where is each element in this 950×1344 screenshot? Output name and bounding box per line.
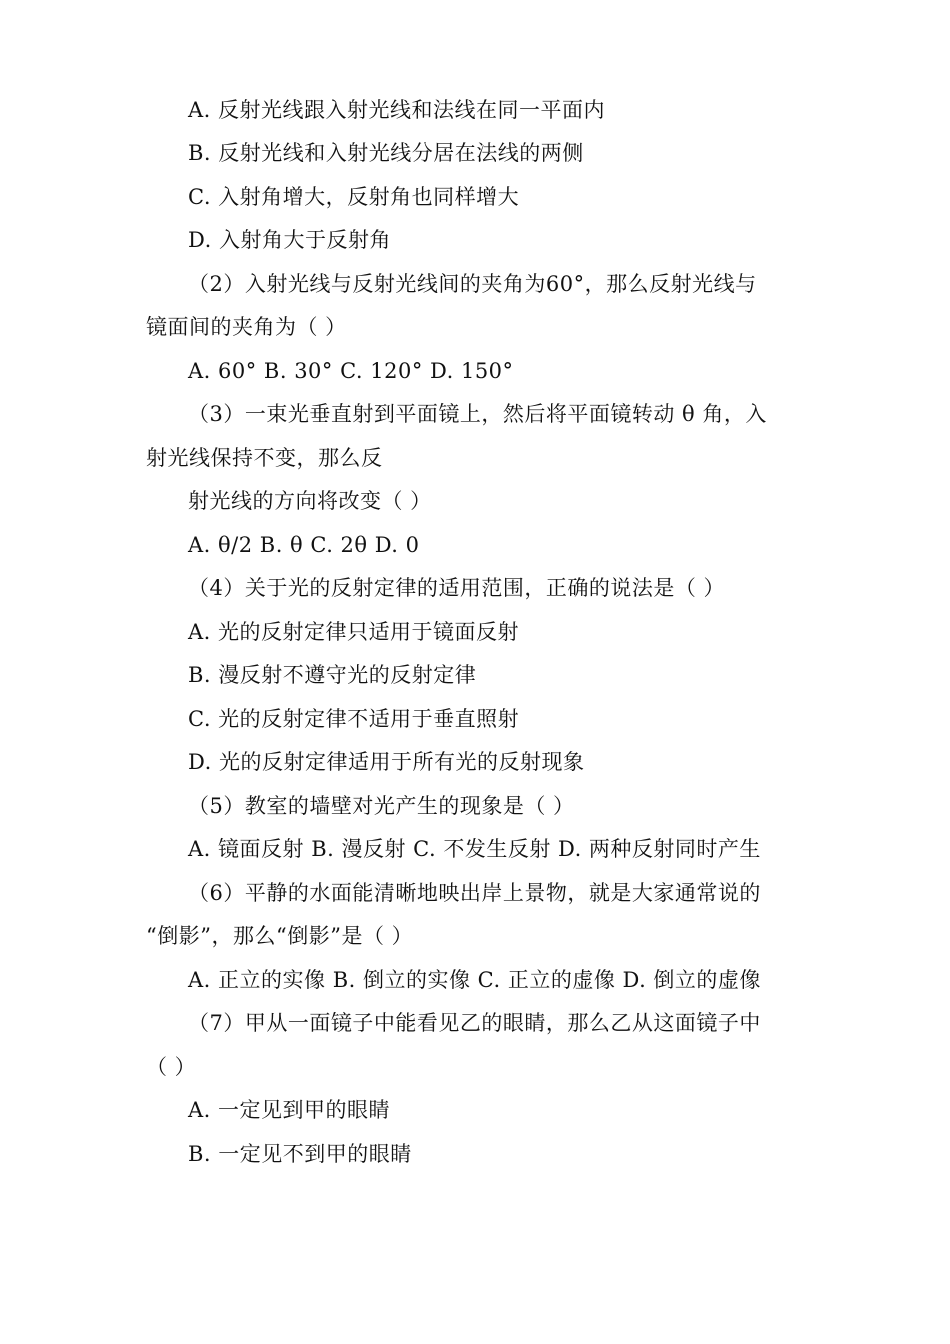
q5-options: A. 镜面反射 B. 漫反射 C. 不发生反射 D. 两种反射同时产生 [188,837,761,861]
q2-options: A. 60° B. 30° C. 120° D. 150° [188,359,514,383]
q4-option-d: D. 光的反射定律适用于所有光的反射现象 [188,750,585,774]
q6-stem-continued: “倒影”，那么“倒影”是（ ） [146,924,414,948]
q3-stem-continued: 射光线保持不变，那么反 [146,446,383,470]
q6-stem: （6）平静的水面能清晰地映出岸上景物，就是大家通常说的 [188,881,761,905]
q6-options: A. 正立的实像 B. 倒立的实像 C. 正立的虚像 D. 倒立的虚像 [188,968,761,992]
q1-option-a: A. 反射光线跟入射光线和法线在同一平面内 [188,98,606,122]
q5-stem: （5）教室的墙壁对光产生的现象是（ ） [188,794,575,818]
q4-option-c: C. 光的反射定律不适用于垂直照射 [188,707,520,731]
q1-option-b: B. 反射光线和入射光线分居在法线的两侧 [188,141,584,165]
q4-stem: （4）关于光的反射定律的适用范围，正确的说法是（ ） [188,576,726,600]
q4-option-a: A. 光的反射定律只适用于镜面反射 [188,620,520,644]
q1-option-d: D. 入射角大于反射角 [188,228,391,252]
q7-stem-continued: （ ） [146,1055,197,1079]
q2-stem: （2）入射光线与反射光线间的夹角为60°，那么反射光线与 [188,272,757,296]
q3-stem: （3）一束光垂直射到平面镜上，然后将平面镜转动 θ 角，入 [188,402,767,426]
q7-option-b: B. 一定见不到甲的眼睛 [188,1142,412,1166]
q7-stem: （7）甲从一面镜子中能看见乙的眼睛，那么乙从这面镜子中 [188,1011,761,1035]
q7-option-a: A. 一定见到甲的眼睛 [188,1098,391,1122]
q4-option-b: B. 漫反射不遵守光的反射定律 [188,663,477,687]
q3-stem-continued-2: 射光线的方向将改变（ ） [188,489,432,513]
q3-options: A. θ/2 B. θ C. 2θ D. 0 [188,533,420,557]
q2-stem-continued: 镜面间的夹角为（ ） [146,315,347,339]
q1-option-c: C. 入射角增大，反射角也同样增大 [188,185,520,209]
